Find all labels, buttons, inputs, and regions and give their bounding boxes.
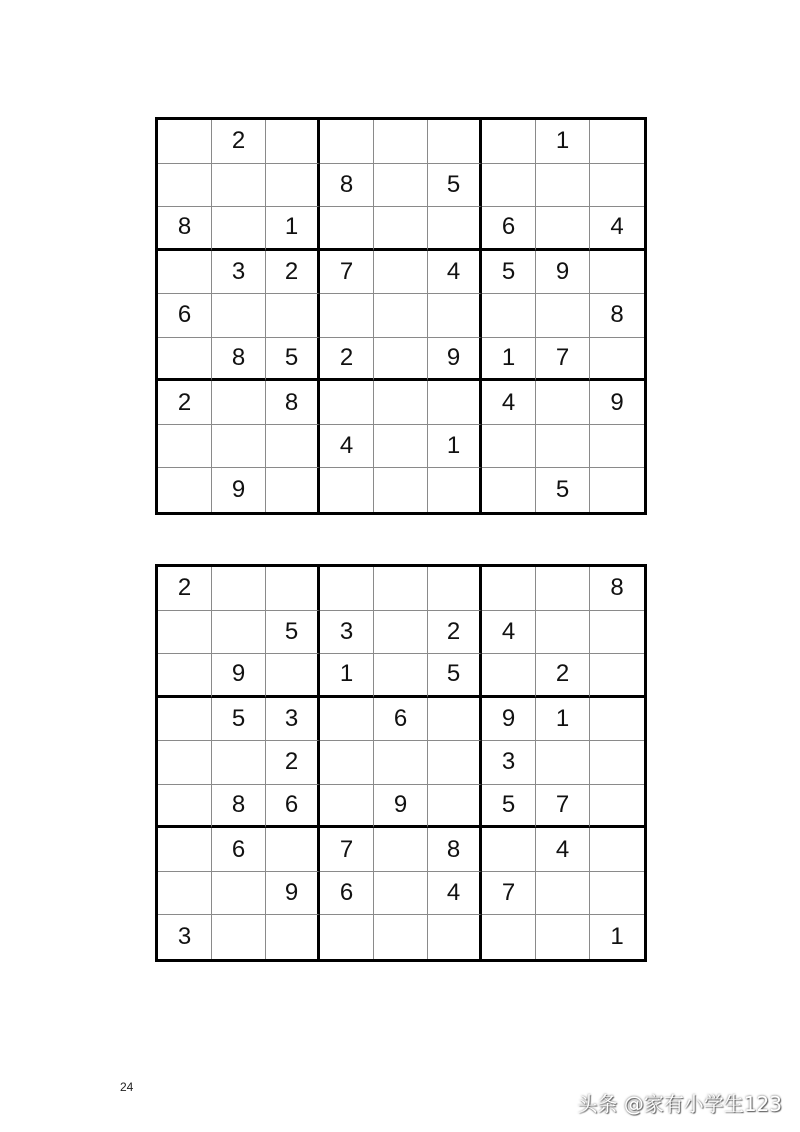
sudoku-cell: 2: [320, 338, 374, 382]
sudoku-cell: 4: [482, 381, 536, 425]
sudoku-cell: [374, 164, 428, 208]
sudoku-cell: 2: [212, 120, 266, 164]
sudoku-cell: 8: [320, 164, 374, 208]
sudoku-cell: [428, 567, 482, 611]
sudoku-cell: [158, 120, 212, 164]
sudoku-cell: [428, 698, 482, 742]
sudoku-cell: [266, 915, 320, 959]
sudoku-cell: 4: [482, 611, 536, 655]
sudoku-cell: [536, 915, 590, 959]
sudoku-cell: [482, 120, 536, 164]
sudoku-cell: [320, 698, 374, 742]
sudoku-cell: 8: [590, 567, 644, 611]
sudoku-cell: 1: [536, 698, 590, 742]
sudoku-cell: [212, 207, 266, 251]
sudoku-cell: [320, 915, 374, 959]
sudoku-cell: [374, 915, 428, 959]
sudoku-cell: 6: [266, 785, 320, 829]
sudoku-cell: 8: [266, 381, 320, 425]
sudoku-cell: [158, 338, 212, 382]
sudoku-cell: 3: [266, 698, 320, 742]
sudoku-cell: [590, 251, 644, 295]
sudoku-cell: 7: [482, 872, 536, 916]
sudoku-cell: 2: [158, 567, 212, 611]
sudoku-cell: [590, 654, 644, 698]
sudoku-cell: 8: [428, 828, 482, 872]
sudoku-cell: [374, 425, 428, 469]
sudoku-cell: 7: [536, 785, 590, 829]
sudoku-cell: 6: [320, 872, 374, 916]
sudoku-cell: [212, 611, 266, 655]
sudoku-cell: [482, 915, 536, 959]
sudoku-cell: [212, 425, 266, 469]
sudoku-cell: [590, 164, 644, 208]
sudoku-cell: [536, 164, 590, 208]
sudoku-cell: [428, 785, 482, 829]
sudoku-cell: [374, 741, 428, 785]
sudoku-cell: 1: [482, 338, 536, 382]
sudoku-cell: [374, 611, 428, 655]
sudoku-cell: [590, 741, 644, 785]
sudoku-cell: [320, 741, 374, 785]
sudoku-cell: [266, 828, 320, 872]
sudoku-cell: [212, 741, 266, 785]
sudoku-cell: [266, 120, 320, 164]
sudoku-cell: 1: [610, 923, 624, 951]
sudoku-cell: 5: [428, 164, 482, 208]
sudoku-cell: [320, 294, 374, 338]
sudoku-cell: [428, 468, 482, 512]
sudoku-cell: [590, 828, 644, 872]
sudoku-cell: 2: [266, 741, 320, 785]
sudoku-cell: [590, 120, 644, 164]
sudoku-cell: 4: [320, 425, 374, 469]
sudoku-cell: [212, 381, 266, 425]
sudoku-cell: [158, 785, 212, 829]
page-number: 24: [120, 1080, 134, 1094]
sudoku-cell: [590, 698, 644, 742]
sudoku-cell: 8: [158, 207, 212, 251]
sudoku-cell: [536, 294, 590, 338]
sudoku-cell: [374, 251, 428, 295]
sudoku-cell: [158, 828, 212, 872]
sudoku-cell: 1: [536, 120, 590, 164]
sudoku-cell: 8: [212, 338, 266, 382]
sudoku-cell: 6: [158, 294, 212, 338]
sudoku-cell: 3: [212, 251, 266, 295]
sudoku-cell: [320, 120, 374, 164]
sudoku-cell: [212, 567, 266, 611]
watermark: 头条 @家有小学生123: [577, 1092, 782, 1116]
sudoku-cell: [266, 164, 320, 208]
sudoku-cell: [158, 741, 212, 785]
sudoku-cell: [428, 207, 482, 251]
sudoku-cell: [590, 611, 644, 655]
sudoku-cell: [374, 654, 428, 698]
sudoku-cell: 3: [158, 915, 212, 959]
sudoku-cell: 9: [428, 338, 482, 382]
sudoku-cell: [428, 741, 482, 785]
sudoku-cell: 2: [536, 654, 590, 698]
sudoku-cell: 9: [482, 698, 536, 742]
sudoku-cell: 3: [320, 611, 374, 655]
sudoku-cell: 3: [482, 741, 536, 785]
sudoku-cell: [212, 294, 266, 338]
sudoku-cell: [536, 872, 590, 916]
sudoku-cell: [536, 611, 590, 655]
sudoku-cell: [428, 915, 482, 959]
sudoku-cell: [428, 381, 482, 425]
sudoku-cell: [590, 338, 644, 382]
sudoku-cell: 5: [266, 338, 320, 382]
sudoku-cell: [482, 294, 536, 338]
sudoku-cell: [374, 381, 428, 425]
sudoku-cell: [158, 468, 212, 512]
sudoku-cell: 5: [536, 468, 590, 512]
sudoku-cell: [374, 468, 428, 512]
sudoku-cell: [590, 872, 644, 916]
sudoku-cell: 9: [212, 468, 266, 512]
sudoku-cell: 6: [212, 828, 266, 872]
sudoku-cell: [536, 425, 590, 469]
sudoku-cell: [590, 468, 644, 512]
sudoku-cell: [428, 294, 482, 338]
sudoku-cell: [482, 468, 536, 512]
sudoku-cell: [158, 872, 212, 916]
sudoku-cell: 1: [320, 654, 374, 698]
sudoku-cell: 1: [266, 207, 320, 251]
sudoku-cell: [266, 425, 320, 469]
sudoku-cell: 9: [266, 872, 320, 916]
sudoku-cell: [536, 207, 590, 251]
sudoku-cell: 9: [590, 381, 644, 425]
sudoku-cell: 2: [158, 381, 212, 425]
sudoku-cell: [482, 425, 536, 469]
sudoku-cell: [266, 468, 320, 512]
sudoku-cell: [374, 294, 428, 338]
sudoku-cell: 2: [266, 251, 320, 295]
sudoku-cell: [374, 120, 428, 164]
sudoku-cell: 4: [590, 207, 644, 251]
sudoku-cell: 8: [212, 785, 266, 829]
sudoku-cell: [536, 381, 590, 425]
sudoku-cell: 5: [482, 251, 536, 295]
sudoku-cell: [320, 207, 374, 251]
sudoku-cell: 5: [482, 785, 536, 829]
sudoku-cell: [212, 164, 266, 208]
sudoku-cell: 4: [428, 251, 482, 295]
sudoku-cell: [158, 654, 212, 698]
sudoku-cell: 6: [374, 698, 428, 742]
sudoku-cell: 7: [536, 338, 590, 382]
sudoku-cell: [212, 872, 266, 916]
sudoku-cell: [158, 251, 212, 295]
sudoku-cell: 5: [266, 611, 320, 655]
sudoku-cell: [536, 567, 590, 611]
sudoku-cell: 9: [536, 251, 590, 295]
sudoku-cell: 4: [428, 872, 482, 916]
sudoku-cell: [158, 698, 212, 742]
sudoku-cell: [320, 381, 374, 425]
sudoku-cell: [590, 785, 644, 829]
sudoku-cell: [212, 915, 266, 959]
sudoku-cell: [320, 468, 374, 512]
sudoku-cell: [158, 164, 212, 208]
sudoku-cell: [266, 654, 320, 698]
sudoku-cell: 9: [374, 785, 428, 829]
sudoku-cell: 6: [482, 207, 536, 251]
sudoku-grid-1: [155, 117, 647, 515]
sudoku-cell: [374, 207, 428, 251]
sudoku-cell: [374, 567, 428, 611]
sudoku-cell: [428, 120, 482, 164]
sudoku-cell: [536, 741, 590, 785]
sudoku-cell: 9: [212, 654, 266, 698]
sudoku-cell: [482, 164, 536, 208]
sudoku-cell: [320, 567, 374, 611]
sudoku-cell: [482, 828, 536, 872]
sudoku-grid-2: [155, 564, 647, 962]
sudoku-cell: 7: [320, 828, 374, 872]
sudoku-cell: 5: [212, 698, 266, 742]
sudoku-cell: [590, 425, 644, 469]
sudoku-cell: 4: [536, 828, 590, 872]
sudoku-cell: 8: [590, 294, 644, 338]
sudoku-cell: 1: [428, 425, 482, 469]
sudoku-cell: [266, 294, 320, 338]
sudoku-cell: [482, 567, 536, 611]
sudoku-cell: [320, 785, 374, 829]
sudoku-cell: [266, 567, 320, 611]
sudoku-cell: [482, 654, 536, 698]
sudoku-cell: 7: [320, 251, 374, 295]
sudoku-cell: [374, 338, 428, 382]
sudoku-cell: [158, 425, 212, 469]
sudoku-cell: 5: [428, 654, 482, 698]
sudoku-cell: [158, 611, 212, 655]
sudoku-cell: 2: [428, 611, 482, 655]
sudoku-cell: [374, 872, 428, 916]
sudoku-cell: [374, 828, 428, 872]
